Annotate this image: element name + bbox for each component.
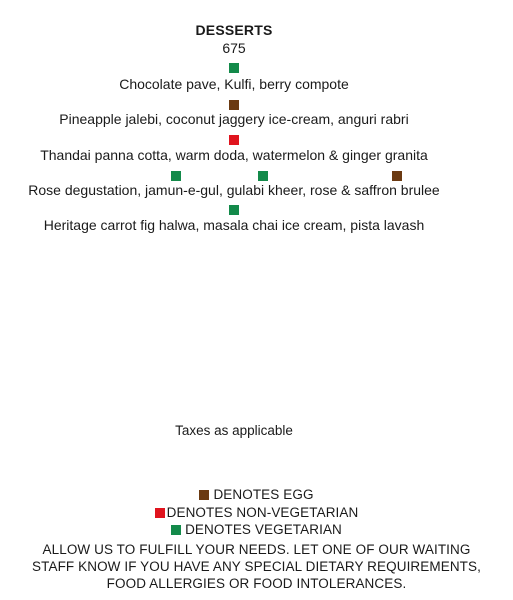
dietary-note-line: ALLOW US TO FULFILL YOUR NEEDS. LET ONE OF OUR WAITING [42,542,471,557]
non-vegetarian-marker-icon [229,135,239,145]
menu-item: Chocolate pave, Kulfi, berry compote [119,76,349,92]
taxes-note: Taxes as applicable [175,423,293,438]
legend-non-vegetarian [0,505,513,520]
vegetarian-marker-icon [171,525,181,535]
menu-item: Pineapple jalebi, coconut jaggery ice-cream, anguri rabri [59,111,409,127]
legend-non-vegetarian-label: DENOTES NON-VEGETARIAN [166,505,359,520]
vegetarian-marker-icon [258,171,268,181]
legend-egg [0,487,513,502]
menu-item: Thandai panna cotta, warm doda, watermelon & ginger granita [40,147,428,163]
egg-marker-icon [392,171,402,181]
legend-egg-label: DENOTES EGG [213,487,314,502]
non-vegetarian-marker-icon [155,508,165,518]
egg-marker-icon [199,490,209,500]
vegetarian-marker-icon [171,171,181,181]
legend-vegetarian-label: DENOTES VEGETARIAN [185,522,342,537]
dietary-requirements-note [0,541,513,592]
section-price: 675 [222,40,246,56]
dietary-note-line: FOOD ALLERGIES OR FOOD INTOLERANCES. [106,576,407,591]
menu-item: Heritage carrot fig halwa, masala chai ice cream, pista lavash [43,217,425,233]
dietary-note-line: STAFF KNOW IF YOU HAVE ANY SPECIAL DIETARY REQUIREMENTS, [32,559,481,574]
vegetarian-marker-icon [229,63,239,73]
vegetarian-marker-icon [229,205,239,215]
egg-marker-icon [229,100,239,110]
legend-vegetarian [0,522,513,537]
menu-item: Rose degustation, jamun-e-gul, gulabi kheer, rose & saffron brulee [28,182,440,198]
section-title: DESSERTS [195,22,273,38]
